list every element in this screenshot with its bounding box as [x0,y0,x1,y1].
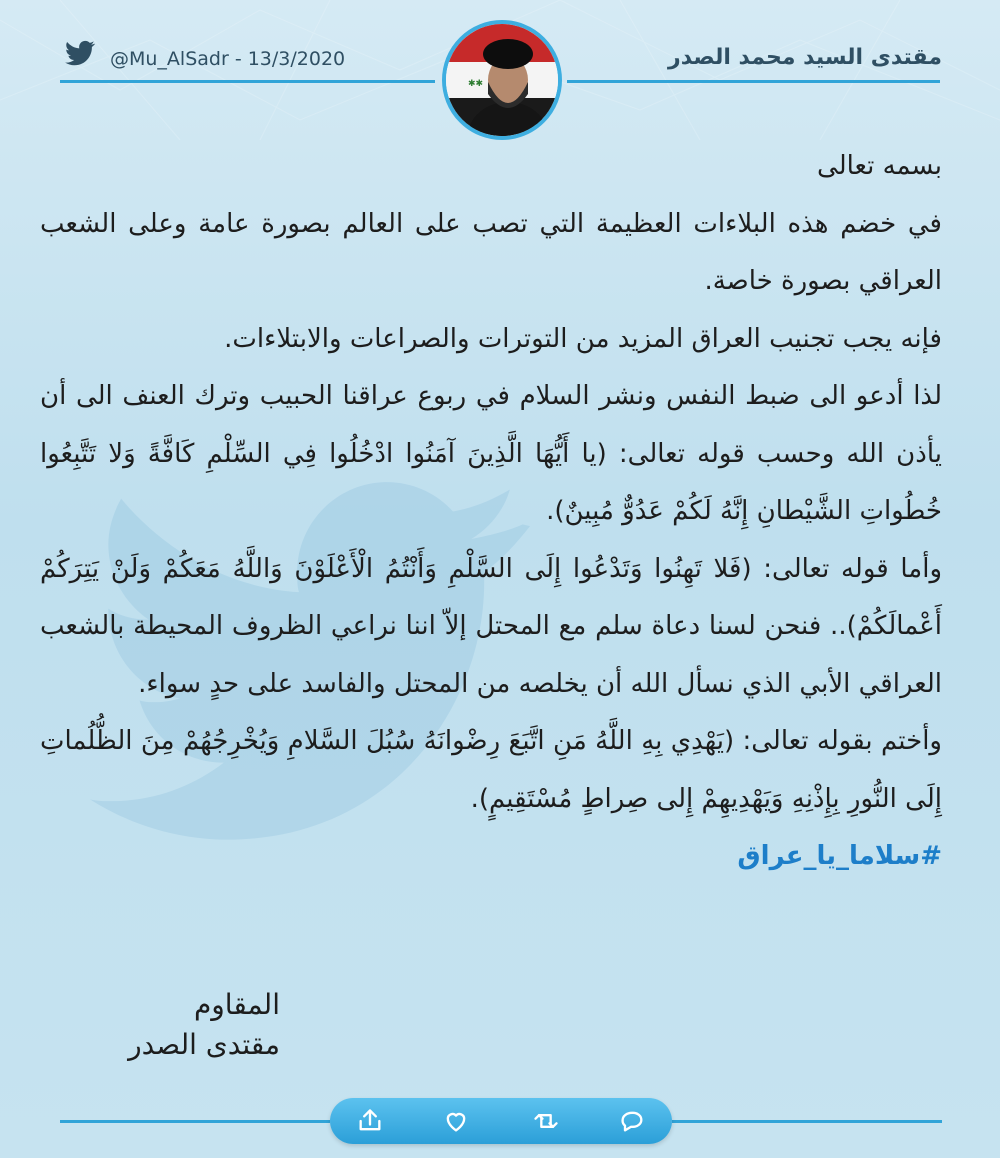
header-divider-left [60,80,435,83]
like-icon[interactable] [442,1107,470,1135]
author-name[interactable]: مقتدى السيد محمد الصدر [668,45,942,70]
signature-title: المقاوم [193,988,280,1021]
reply-icon[interactable] [618,1107,646,1135]
avatar[interactable] [442,20,562,140]
footer-divider-left [60,1120,330,1123]
signature-name: مقتدى الصدر [128,1028,280,1061]
tweet-action-bar [330,1098,672,1144]
twitter-bird-icon [62,38,98,68]
footer-divider-right [672,1120,942,1123]
post-paragraph: فإنه يجب تجنيب العراق المزيد من التوترات والصراعات والابتلاءات. [224,323,942,354]
retweet-icon[interactable] [532,1107,560,1135]
header-divider-right [567,80,940,83]
post-paragraph: بسمه تعالى [817,151,942,181]
share-icon[interactable] [356,1107,384,1135]
hashtag-link[interactable]: #سلاما_يا_عراق [737,841,942,871]
handle-and-date[interactable]: @Mu_AlSadr - 13/3/2020 [110,48,346,70]
post-paragraph: وأختم بقوله تعالى: (يَهْدِي بِهِ اللَّهُ مَنِ اتَّبَعَ رِضْوانَهُ سُبُلَ السَّلامِ وَيُخْرِجُهُمْ مِنَ الظُّلُماتِ إِلَى النُّورِ بِإِذْنِهِ وَيَهْدِيهِمْ إِلى صِراطٍ مُسْتَقِيمٍ). [40,726,942,814]
post-paragraph: لذا أدعو الى ضبط النفس ونشر السلام في ربوع عراقنا الحبيب وترك العنف الى أن يأذن الله وحسب قوله تعالى: (يا أَيُّهَا الَّذِينَ آمَنُوا ادْخُلُوا فِي السِّلْمِ كَافَّةً وَلا تَتَّبِعُوا خُطُواتِ الشَّيْطانِ إِنَّهُ لَكُمْ عَدُوٌّ مُبِينٌ). [40,381,942,526]
post-paragraph: في خضم هذه البلاءات العظيمة التي تصب على العالم بصورة عامة وعلى الشعب العراقي بصورة خاصة. [40,208,942,296]
post-paragraph: وأما قوله تعالى: (فَلا تَهِنُوا وَتَدْعُوا إِلَى السَّلْمِ وَأَنْتُمُ الْأَعْلَوْنَ وَاللَّهُ مَعَكُمْ وَلَنْ يَتِرَكُمْ أَعْمالَكُمْ).. فنحن لسنا دعاة سلم مع المحتل إلاّ اننا نراعي الظروف المحيطة بالشعب العراقي الأبي الذي نسأل الله أن يخلصه من المحتل والفاسد على حدٍ سواء. [40,553,942,699]
hashtag-line [40,828,942,886]
svg-text:✱✱: ✱✱ [468,79,484,89]
signature [60,985,280,1065]
post-body [40,138,942,886]
avatar-portrait [446,24,558,136]
